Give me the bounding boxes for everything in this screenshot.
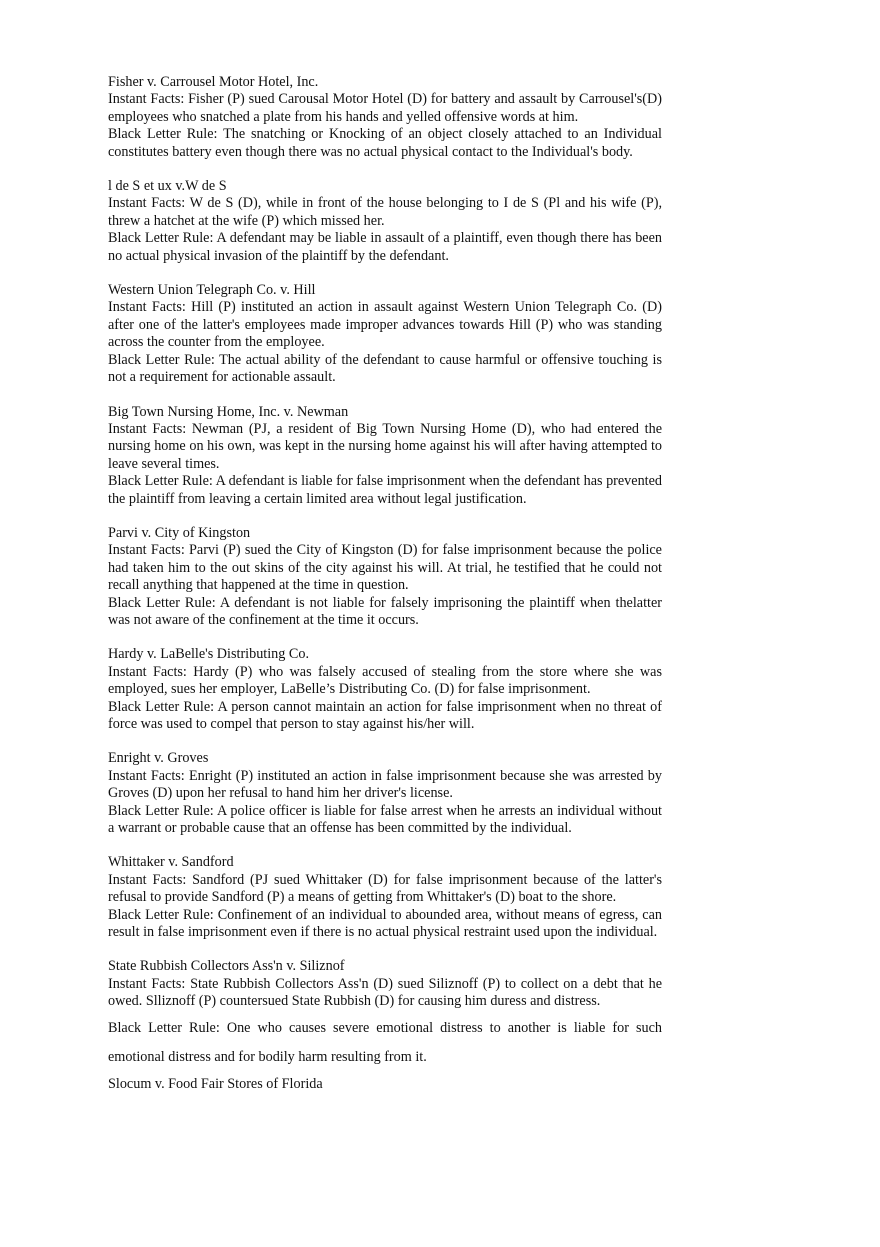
- black-letter-rule: Black Letter Rule: Confinement of an individual to abounded area, without means of egress, can result in false imprisonment even if there is no actual physical restraint used upon the individual.: [108, 906, 662, 941]
- instant-facts: Instant Facts: Enright (P) instituted an action in false imprisonment because she was arrested by Groves (D) upon her refusal to hand him her driver's license.: [108, 767, 662, 802]
- case-entry: [108, 74, 662, 161]
- instant-facts: Instant Facts: W de S (D), while in front of the house belonging to I de S (Pl and his wife (P), threw a hatchet at the wife (P) which missed her.: [108, 195, 662, 229]
- case-entry: [108, 646, 662, 733]
- case-title: Slocum v. Food Fair Stores of Florida: [108, 1075, 323, 1092]
- black-letter-rule: Black Letter Rule: The actual ability of the defendant to cause harmful or offensive touching is not a requirement for actionable assault.: [108, 351, 662, 386]
- case-title: State Rubbish Collectors Ass'n v. Siliznof: [108, 958, 345, 975]
- instant-facts: Instant Facts: Fisher (P) sued Carousal Motor Hotel (D) for battery and assault by Carrousel's(D) employees who snatched a plate from his hands and yelled offensive words at him.: [108, 91, 662, 125]
- instant-facts: Instant Facts: Hill (P) instituted an action in assault against Western Union Telegraph Co. (D) after one of the latter's employees made improper advances towards Hill (P) who was standing across the counter from the employee.: [108, 299, 662, 351]
- black-letter-rule: Black Letter Rule: The snatching or Knocking of an object closely attached to an Individual constitutes battery even though there was no actual physical contact to the Individual's body.: [108, 126, 662, 160]
- case-title: Western Union Telegraph Co. v. Hill: [108, 282, 316, 299]
- black-letter-rule: Black Letter Rule: A police officer is liable for false arrest when he arrests an individual without a warrant or probable cause that an offense has been committed by the individual.: [108, 802, 662, 837]
- black-letter-rule: Black Letter Rule: A defendant is not liable for falsely imprisoning the plaintiff when thelatter was not aware of the confinement at the time it occurs.: [108, 594, 662, 628]
- instant-facts: Instant Facts: Parvi (P) sued the City of Kingston (D) for false imprisonment because the police had taken him to the out skins of the city against his will. At trial, he testified that he could not recall anything that happened at the time in question.: [108, 542, 662, 594]
- case-entry: [108, 404, 662, 508]
- case-title: Whittaker v. Sandford: [108, 854, 234, 871]
- case-title: Fisher v. Carrousel Motor Hotel, Inc.: [108, 74, 319, 90]
- instant-facts: Instant Facts: Sandford (PJ sued Whittaker (D) for false imprisonment because of the latter's refusal to provide Sandford (P) a means of getting from Whittaker's (D) boat to the shore.: [108, 871, 662, 906]
- black-letter-rule: Black Letter Rule: A person cannot maintain an action for false imprisonment when no threat of force was used to compel that person to stay against his/her will.: [108, 698, 662, 732]
- instant-facts: Instant Facts: Hardy (P) who was falsely accused of stealing from the store where she was employed, sues her employer, LaBelle’s Distributing Co. (D) for false imprisonment.: [108, 663, 662, 698]
- black-letter-rule: Black Letter Rule: A defendant may be liable in assault of a plaintiff, even though there has been no actual physical invasion of the plaintiff by the defendant.: [108, 230, 662, 264]
- case-title: Parvi v. City of Kingston: [108, 524, 251, 541]
- black-letter-rule: Black Letter Rule: A defendant is liable for false imprisonment when the defendant has prevented the plaintiff from leaving a certain limited area without legal justification.: [108, 473, 662, 507]
- case-title: l de S et ux v.W de S: [108, 178, 227, 195]
- instant-facts: Instant Facts: State Rubbish Collectors Ass'n (D) sued Siliznoff (P) to collect on a debt that he owed. Slliznoff (P) countersued State Rubbish (D) for causing him duress and distress.: [108, 975, 662, 1010]
- document-page: [108, 74, 662, 1093]
- case-title: Enright v. Groves: [108, 750, 209, 767]
- case-entry: [108, 750, 662, 837]
- black-letter-rule: Black Letter Rule: One who causes severe emotional distress to another is liable for such emotional distress and for bodily harm resulting from it.: [108, 1019, 662, 1065]
- instant-facts: Instant Facts: Newman (PJ, a resident of Big Town Nursing Home (D), who had entered the nursing home on his own, was kept in the nursing home against his will after having attempted to leave several times.: [108, 420, 662, 472]
- case-entry: [108, 525, 662, 629]
- case-entry: [108, 282, 662, 386]
- case-entry: [108, 854, 662, 941]
- case-entry: [108, 958, 662, 1071]
- case-entry: [108, 178, 662, 265]
- case-title: Big Town Nursing Home, Inc. v. Newman: [108, 403, 349, 420]
- case-title: Hardy v. LaBelle's Distributing Co.: [108, 646, 310, 663]
